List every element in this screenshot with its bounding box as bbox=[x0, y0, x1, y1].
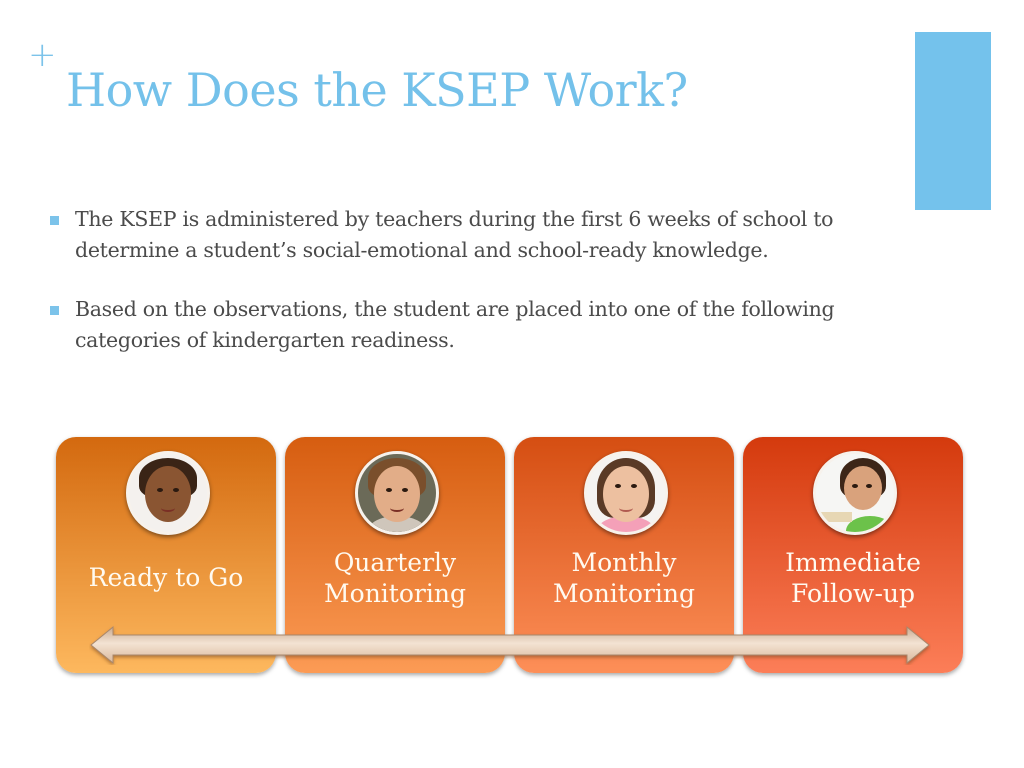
label-line: Monthly bbox=[571, 548, 677, 577]
mouth bbox=[619, 504, 633, 512]
label-line: Follow-up bbox=[790, 579, 916, 608]
eye bbox=[157, 488, 163, 492]
mouth bbox=[161, 504, 175, 512]
boy-portrait-icon bbox=[126, 451, 210, 535]
reading-girl-portrait-icon bbox=[813, 451, 897, 535]
category-label bbox=[285, 547, 505, 609]
bullet-item bbox=[48, 294, 908, 356]
category-label bbox=[743, 547, 963, 609]
eye bbox=[173, 488, 179, 492]
face-shape bbox=[603, 466, 649, 522]
eye bbox=[402, 488, 408, 492]
bullet-text: The KSEP is administered by teachers during the first 6 weeks of school to determine a student’s social-emotional and school-ready knowledge. bbox=[75, 207, 834, 262]
smiling-girl-portrait-icon bbox=[355, 451, 439, 535]
square-bullet-icon bbox=[50, 216, 59, 225]
eye bbox=[386, 488, 392, 492]
mouth bbox=[390, 504, 404, 512]
bullet-item bbox=[48, 204, 908, 266]
face-shape bbox=[844, 466, 882, 510]
face-shape bbox=[145, 466, 191, 522]
label-line: Monitoring bbox=[324, 579, 466, 608]
body-shape bbox=[846, 516, 894, 535]
label-line: Immediate bbox=[785, 548, 921, 577]
eye bbox=[631, 484, 637, 488]
face-shape bbox=[374, 466, 420, 522]
plus-icon: + bbox=[28, 35, 57, 75]
accent-bar bbox=[915, 32, 991, 210]
label-line: Monitoring bbox=[553, 579, 695, 608]
book-shape bbox=[818, 512, 852, 522]
eye bbox=[866, 484, 872, 488]
category-label bbox=[514, 547, 734, 609]
bullet-list bbox=[48, 204, 908, 384]
slide-title: How Does the KSEP Work? bbox=[66, 63, 688, 117]
eye bbox=[615, 484, 621, 488]
category-label: Ready to Go bbox=[88, 563, 244, 592]
thinking-girl-portrait-icon bbox=[584, 451, 668, 535]
square-bullet-icon bbox=[50, 306, 59, 315]
eye bbox=[852, 484, 858, 488]
double-arrow-icon bbox=[89, 625, 931, 665]
bullet-text: Based on the observations, the student are placed into one of the following categories of kindergarten readiness. bbox=[75, 297, 835, 352]
label-line: Quarterly bbox=[333, 548, 457, 577]
